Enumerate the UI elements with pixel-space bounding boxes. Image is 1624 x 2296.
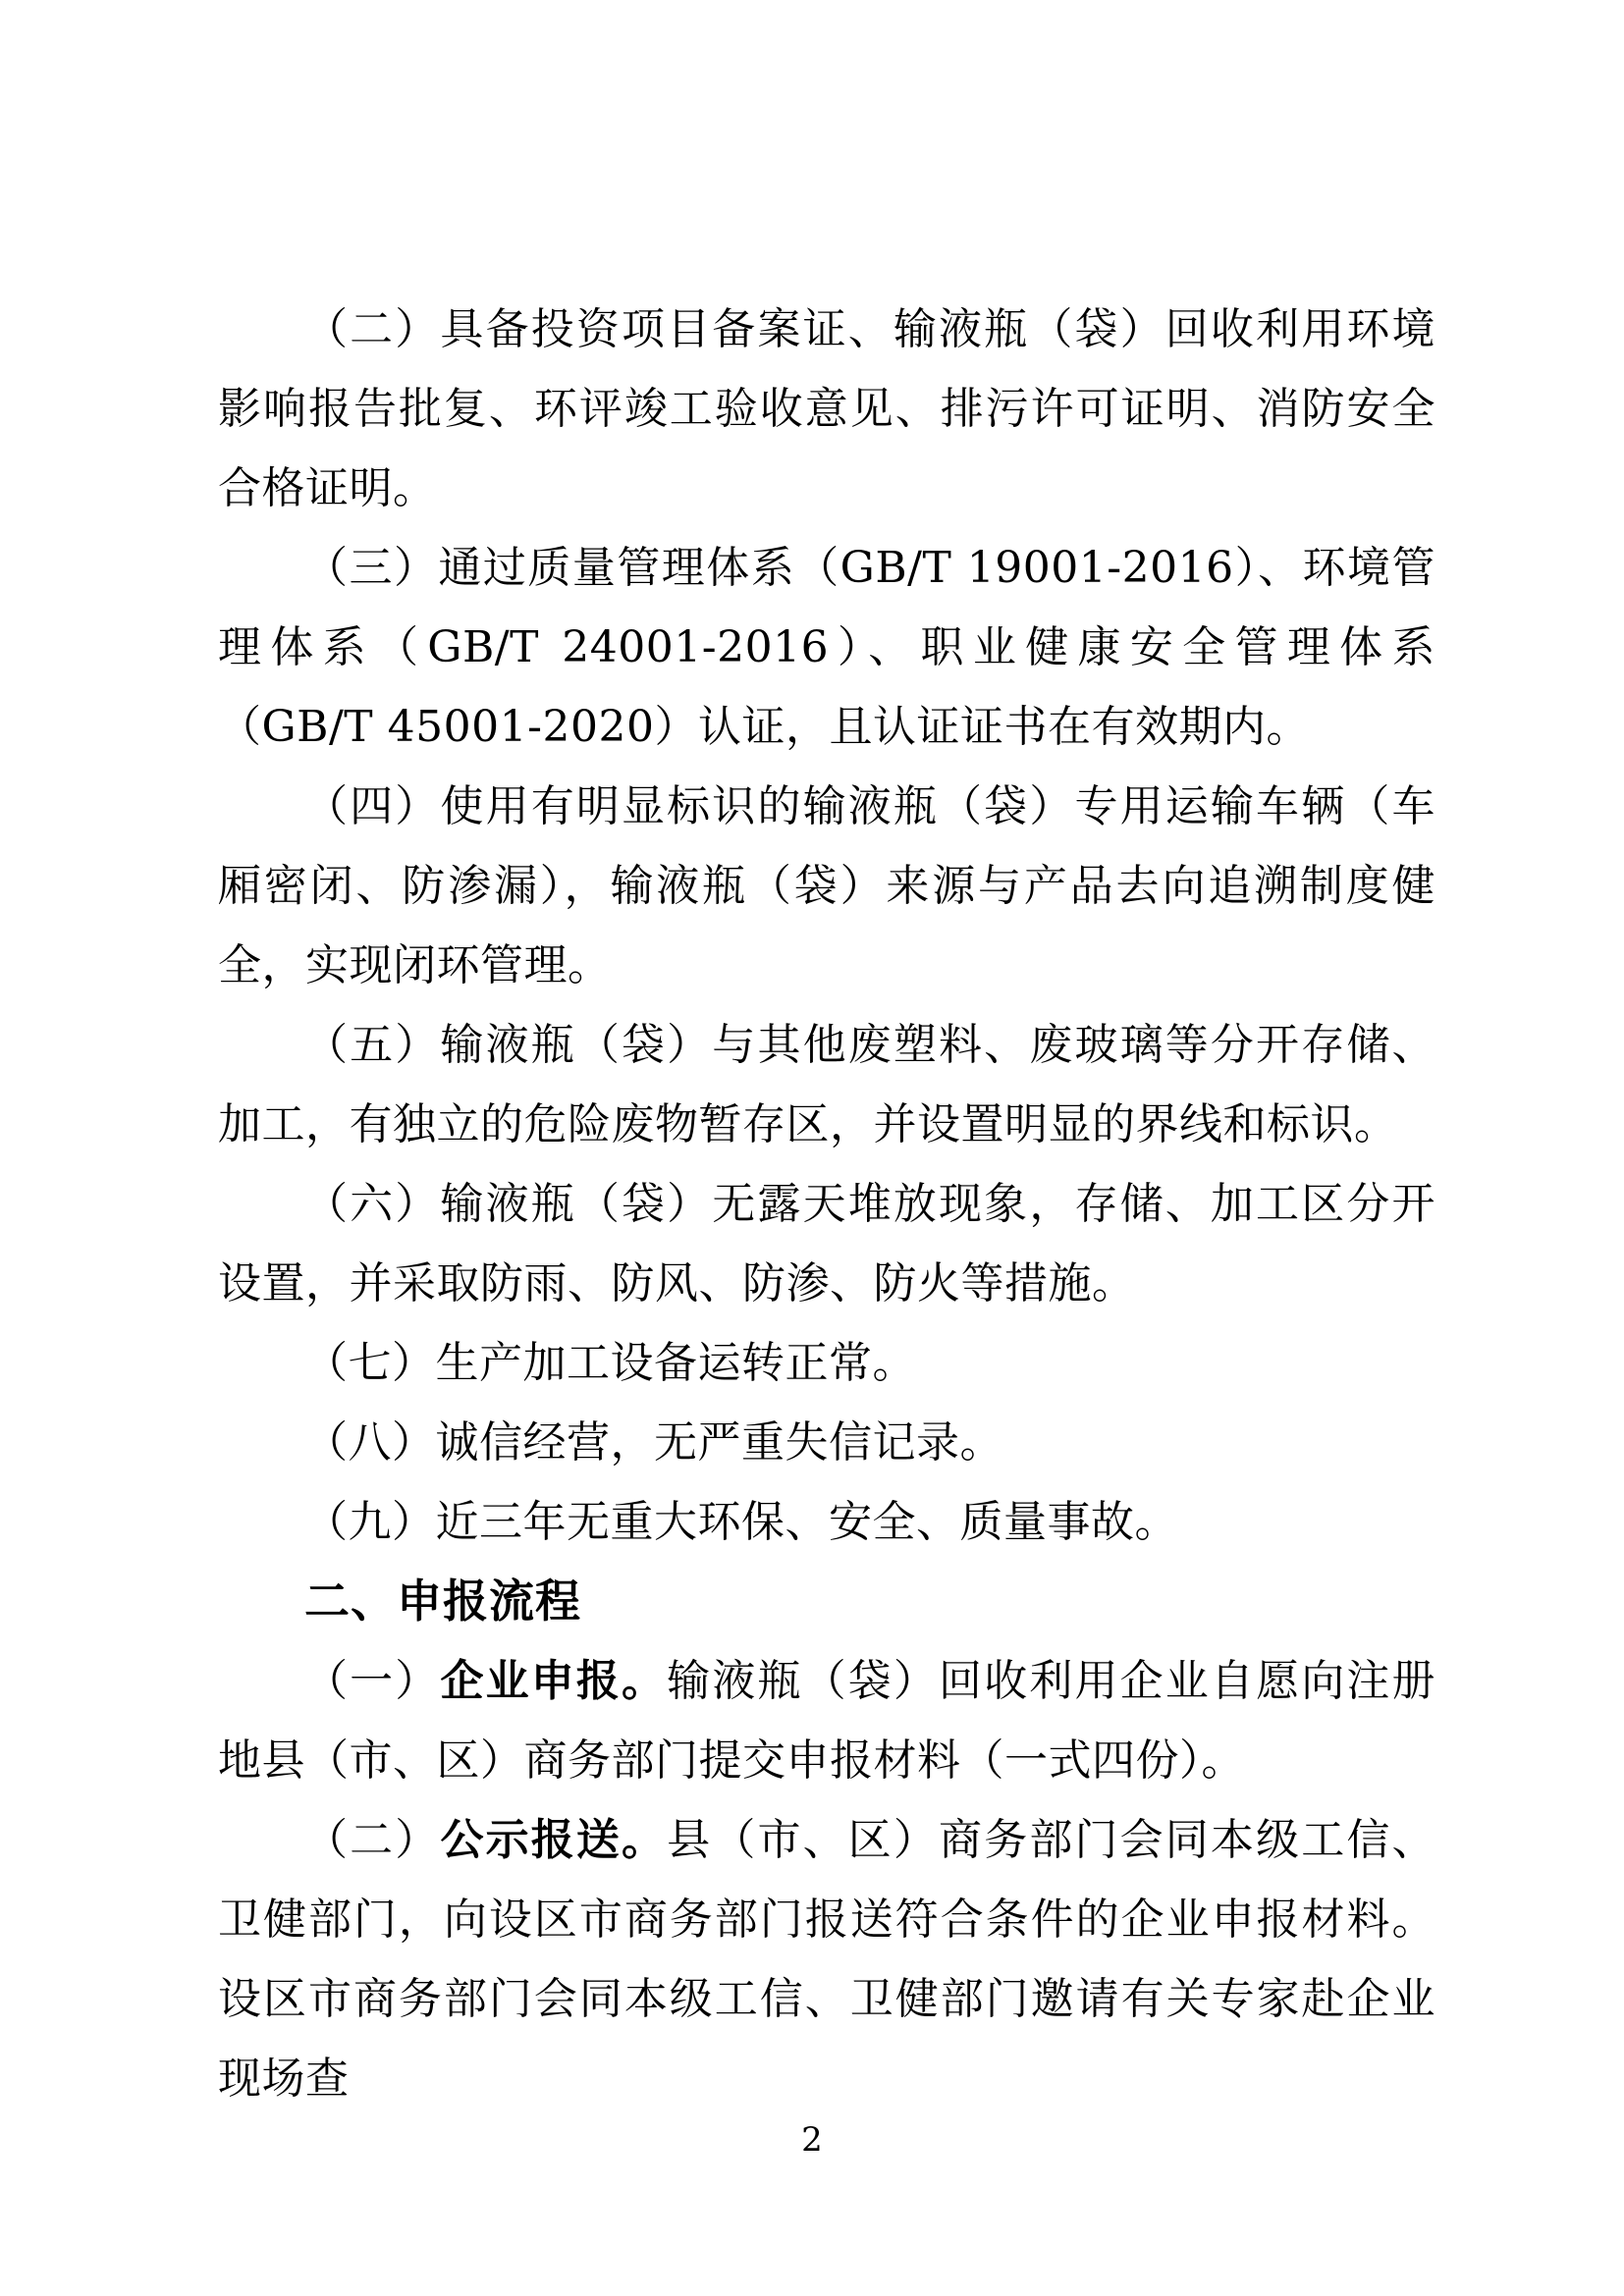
paragraph-condition-4: （四）使用有明显标识的输液瓶（袋）专用运输车辆（车厢密闭、防渗漏），输液瓶（袋）来源与产品去向追溯制度健全，实现闭环管理。 [218,781,1435,990]
step-number: （一） [304,1656,441,1706]
section-heading-application-process: 二、申报流程 [304,1575,581,1628]
paragraph-condition-5: （五）输液瓶（袋）与其他废塑料、废玻璃等分开存储、加工，有独立的危险废物暂存区，并设置明显的界线和标识。 [218,1020,1435,1149]
document-body [218,290,1435,2118]
page-number: 2 [801,2120,823,2160]
paragraph-step-1 [218,1641,1435,1800]
paragraph-condition-3: （三）通过质量管理体系（GB/T 19001-2016）、环境管理体系（GB/T 24001-2016）、职业健康安全管理体系（GB/T 45001-2020）认证，且认证证书在有效期内。 [218,543,1435,752]
step-title: 公示报送。 [440,1815,668,1865]
step-body: 输液瓶（袋）回收利用企业自愿向注册地县（市、区）商务部门提交申报材料（一式四份）。 [218,1656,1436,1786]
paragraph-step-2 [218,1800,1435,2118]
step-title: 企业申报。 [440,1656,668,1706]
paragraph-condition-9: （九）近三年无重大环保、安全、质量事故。 [304,1497,1178,1547]
paragraph-condition-6: （六）输液瓶（袋）无露天堆放现象，存储、加工区分开设置，并采取防雨、防风、防渗、防火等措施。 [218,1179,1435,1308]
step-number: （二） [304,1815,441,1865]
step-body: 县（市、区）商务部门会同本级工信、卫健部门，向设区市商务部门报送符合条件的企业申报材料。设区市商务部门会同本级工信、卫健部门邀请有关专家赴企业现场查 [218,1815,1436,2104]
paragraph-condition-2: （二）具备投资项目备案证、输液瓶（袋）回收利用环境影响报告批复、环评竣工验收意见、排污许可证明、消防安全合格证明。 [218,304,1435,513]
paragraph-condition-8: （八）诚信经营，无严重失信记录。 [304,1417,1003,1468]
paragraph-condition-7: （七）生产加工设备运转正常。 [304,1338,916,1388]
